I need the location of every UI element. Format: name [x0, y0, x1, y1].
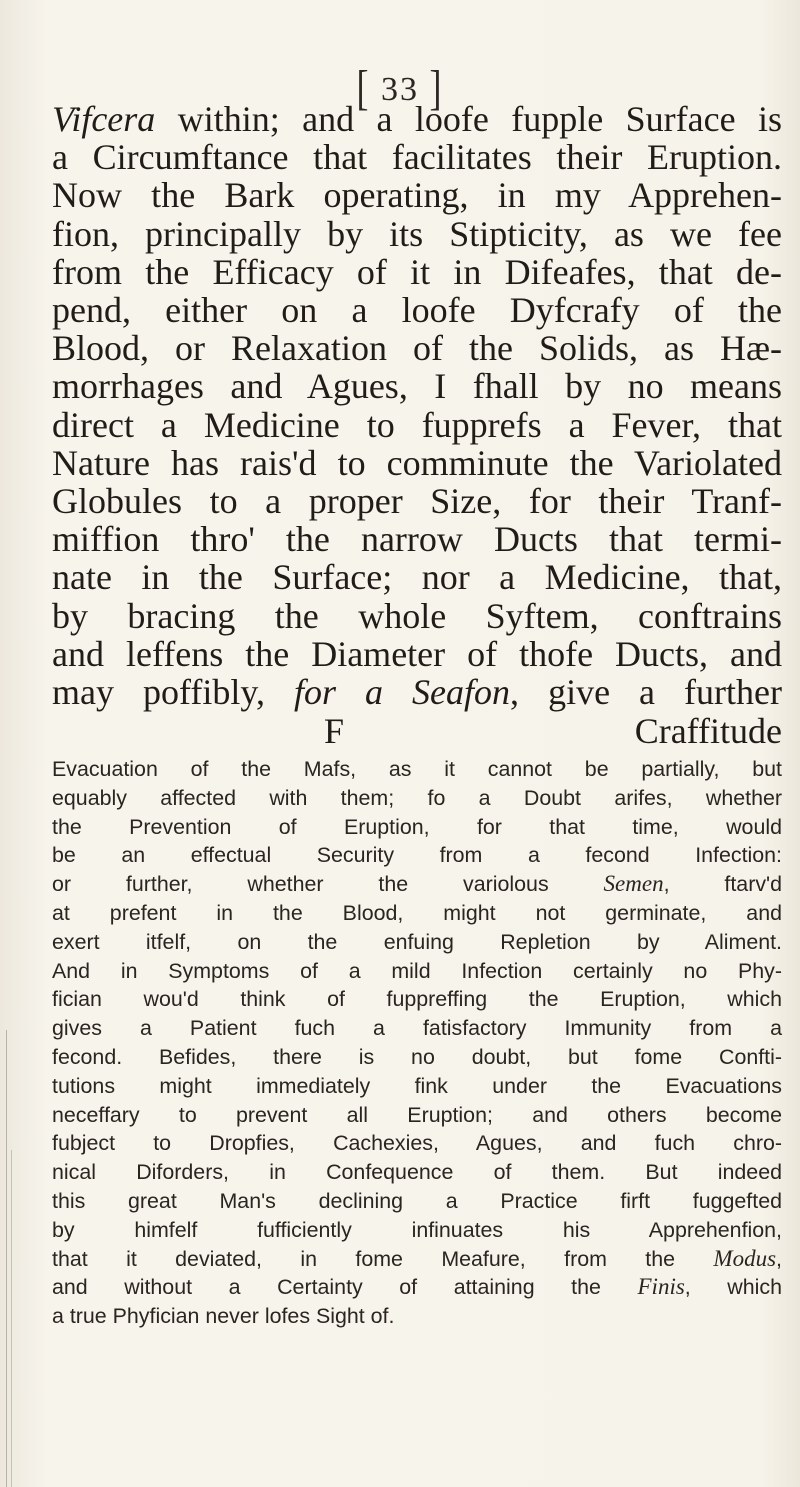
italic-word: Vifcera: [52, 99, 156, 139]
main-text-block: [52, 100, 782, 711]
footnote-line: this great Man's declining a Practice firft fuggefted: [52, 1188, 782, 1213]
footnote-block: [52, 755, 782, 1331]
italic-word: Modus: [713, 1245, 777, 1271]
footnote-line-text: ,: [776, 1246, 782, 1271]
signature-mark: F: [324, 711, 345, 751]
main-line: Now the Bark operating, in my Apprehen-: [52, 175, 782, 216]
main-line: [52, 100, 782, 138]
italic-word: Finis: [637, 1274, 685, 1300]
main-line-text: within; and a loofe fupple Surface is: [155, 99, 782, 139]
footnote-line-text: or further, whether the variolous: [52, 872, 604, 897]
footnote-line: [52, 1245, 782, 1274]
main-line-text: , give a further: [510, 672, 782, 713]
main-line: morrhages and Agues, I fhall by no means: [52, 366, 782, 407]
main-line: fion, principally by its Stipticity, as we fee: [52, 213, 782, 254]
footnote-line: gives a Patient fuch a fatisfactory Immunity from a: [52, 1016, 782, 1041]
close-bracket-glyph: ]: [429, 61, 444, 115]
footnote-line: by himfelf fufficiently infinuates his Apprehenfion,: [52, 1217, 782, 1242]
footnote-line: fubject to Dropfies, Cachexies, Agues, and fuch chro-: [52, 1131, 782, 1156]
footnote-line-text: , which: [684, 1275, 782, 1300]
footnote-line: be an effectual Security from a fecond Infection:: [52, 843, 782, 868]
main-line: Nature has rais'd to comminute the Variolated: [52, 442, 782, 483]
footnote-line: tutions might immediately fink under the Evacuations: [52, 1073, 782, 1098]
main-line: direct a Medicine to fupprefs a Fever, that: [52, 404, 782, 445]
main-line-text: may poffibly,: [52, 672, 295, 713]
open-bracket-glyph: [: [356, 61, 371, 115]
gutter-shadow-line: [6, 1030, 7, 1487]
italic-phrase: for a Seafon: [294, 672, 511, 713]
main-line: pend, either on a loofe Dyfcrafy of the: [52, 290, 782, 331]
footnote-line-text: that it deviated, in fome Meafure, from the: [52, 1246, 714, 1271]
main-line: a Circumftance that facilitates their Eruption.: [52, 137, 782, 178]
footnote-line: a true Phyfician never lofes Sight of.: [52, 1304, 395, 1329]
footnote-line: Evacuation of the Mafs, as it cannot be partially, but: [52, 757, 782, 781]
footnote-line: equably affected with them; fo a Doubt arifes, whether: [52, 785, 782, 810]
footnote-line: [52, 870, 782, 899]
signature-catchword-row: [52, 710, 782, 750]
footnote-line: exert itfelf, on the enfuing Repletion by Aliment.: [52, 929, 782, 954]
folio-number: 33: [381, 71, 419, 108]
main-line: Globules to a proper Size, for their Tranf-: [52, 481, 782, 522]
footnote-line: And in Symptoms of a mild Infection certainly no Phy-: [52, 958, 782, 983]
main-line: [52, 673, 782, 711]
main-line: and leffens the Diameter of thofe Ducts, and: [52, 633, 782, 674]
main-line: nate in the Surface; nor a Medicine, that,: [52, 557, 782, 598]
footnote-line-text: and without a Certainty of attaining the: [52, 1275, 638, 1300]
main-line: Blood, or Relaxation of the Solids, as Hæ-: [52, 328, 782, 369]
main-line: miffion thro' the narrow Ducts that termi-: [52, 519, 782, 560]
footnote-line: [52, 1273, 782, 1302]
main-line: by bracing the whole Syftem, conftrains: [52, 595, 782, 636]
footnote-line: the Prevention of Eruption, for that time, would: [52, 814, 782, 839]
italic-word: Semen: [603, 871, 664, 897]
footnote-line: fecond. Befides, there is no doubt, but fome Confti-: [52, 1044, 782, 1069]
catchword: Craffitude: [634, 711, 782, 751]
footnote-line: fician wou'd think of fuppreffing the Eruption, which: [52, 987, 782, 1012]
footnote-line: at prefent in the Blood, might not germinate, and: [52, 900, 782, 925]
main-line: from the Efficacy of it in Difeafes, that de-: [52, 251, 782, 292]
footnote-line-text: , ftarv'd: [663, 872, 783, 897]
gutter-shadow-line: [11, 1150, 12, 1487]
footnote-line: nical Diforders, in Confequence of them. But indeed: [52, 1160, 782, 1185]
footnote-line: neceffary to prevent all Eruption; and others become: [52, 1102, 782, 1127]
